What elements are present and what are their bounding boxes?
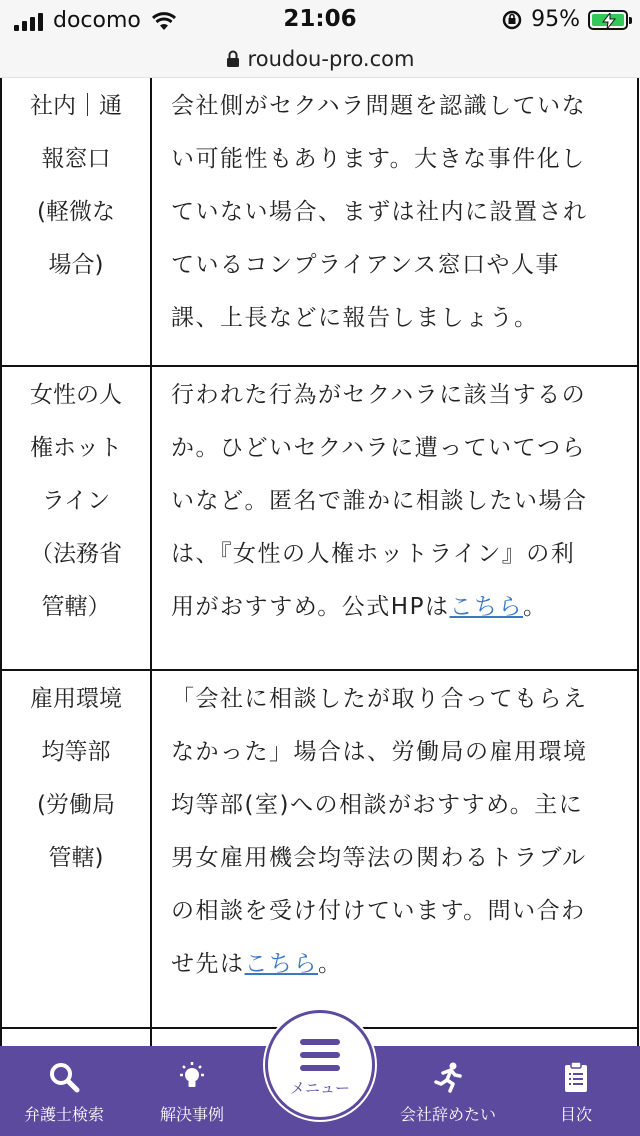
carrier-name: docomo <box>53 8 141 33</box>
label-line: 報窓口 <box>41 146 111 172</box>
body-line: 会社側がセクハラ問題を認識していな <box>171 93 587 119</box>
menu-button[interactable] <box>265 1010 375 1120</box>
body-line: ているコンプライアンス窓口や人事 <box>171 252 561 278</box>
label-line: 管轄） <box>41 594 111 620</box>
row-label-internal-desk <box>1 78 151 366</box>
row-description <box>151 1028 638 1048</box>
row-label-equal-employment <box>1 670 151 1028</box>
label-line: ライン <box>41 488 111 514</box>
contact-info-link[interactable]: こちら <box>244 951 318 977</box>
table-row <box>1 78 638 366</box>
search-icon <box>47 1060 81 1094</box>
nav-cases[interactable] <box>128 1046 256 1136</box>
charging-bolt-icon <box>601 13 617 29</box>
body-line: 男女雇用機会均等法の関わるトラブル <box>171 845 587 871</box>
table-row <box>1 670 638 1028</box>
orientation-lock-icon <box>501 9 523 31</box>
official-site-link[interactable]: こちら <box>449 594 523 620</box>
row-description <box>151 78 638 366</box>
clipboard-list-icon <box>559 1060 593 1094</box>
nav-label: 弁護士検索 <box>23 1105 104 1124</box>
body-line: 「会社に相談したが取り合ってもらえ <box>171 686 588 712</box>
consultation-table <box>0 78 639 1048</box>
body-line: 行われた行為がセクハラに該当するの <box>171 382 587 408</box>
body-line-with-link <box>171 581 615 634</box>
row-description <box>151 366 638 670</box>
label-line: 場合) <box>48 252 104 278</box>
body-line: は、『女性の人権ホットライン』の利 <box>171 541 576 567</box>
label-line: 社内｜通 <box>30 93 122 119</box>
article-content <box>0 78 640 1048</box>
row-label-next <box>1 1028 151 1048</box>
nav-label: 解決事例 <box>159 1105 224 1124</box>
battery-percent: 95% <box>531 7 580 32</box>
body-text: 用がおすすめ。公式HPは <box>171 594 450 620</box>
row-label-hotline <box>1 366 151 670</box>
url-text: roudou-pro.com <box>247 46 415 71</box>
label-line: 管轄) <box>48 845 104 871</box>
label-line: 権ホット <box>30 435 122 461</box>
body-line: いなど。匿名で誰かに相談したい場合 <box>171 488 588 514</box>
body-line: ていない場合、まずは社内に設置され <box>171 199 588 225</box>
address-bar[interactable] <box>0 40 640 78</box>
body-line: い可能性もあります。大きな事件化し <box>171 146 586 172</box>
label-line: (軽微な <box>37 199 115 225</box>
nav-lawyer-search[interactable] <box>0 1046 128 1136</box>
row-description <box>151 670 638 1028</box>
body-line: の相談を受け付けています。問い合わ <box>171 898 586 924</box>
menu-label: メニュー <box>289 1079 350 1097</box>
nav-toc[interactable] <box>512 1046 640 1136</box>
nav-label: 会社辞めたい <box>399 1105 496 1124</box>
label-line: 均等部 <box>41 739 111 765</box>
hamburger-menu-icon <box>298 1037 342 1073</box>
lightbulb-icon <box>175 1060 209 1094</box>
lock-icon <box>226 50 240 68</box>
body-line: なかった」場合は、労働局の雇用環境 <box>171 739 588 765</box>
running-person-icon <box>431 1060 465 1094</box>
body-text: 。 <box>522 594 548 620</box>
status-bar <box>0 0 640 40</box>
table-row <box>1 366 638 670</box>
label-line: (労働局 <box>37 792 115 818</box>
body-line: 均等部(室)への相談がおすすめ。主に <box>171 792 584 818</box>
body-text: 。 <box>318 951 343 977</box>
nav-quit-company[interactable] <box>384 1046 512 1136</box>
label-line: （法務省 <box>30 541 122 567</box>
body-line: 課、上長などに報告しましょう。 <box>171 305 539 331</box>
nav-label: 目次 <box>559 1105 592 1124</box>
body-text: せ先は <box>171 951 245 977</box>
body-line-with-link <box>171 938 615 991</box>
body-line: か。ひどいセクハラに遭っていてつら <box>171 435 587 461</box>
battery-icon <box>588 10 628 30</box>
label-line: 女性の人 <box>30 382 122 408</box>
clock: 21:06 <box>283 6 357 32</box>
label-line: 雇用環境 <box>30 686 122 712</box>
